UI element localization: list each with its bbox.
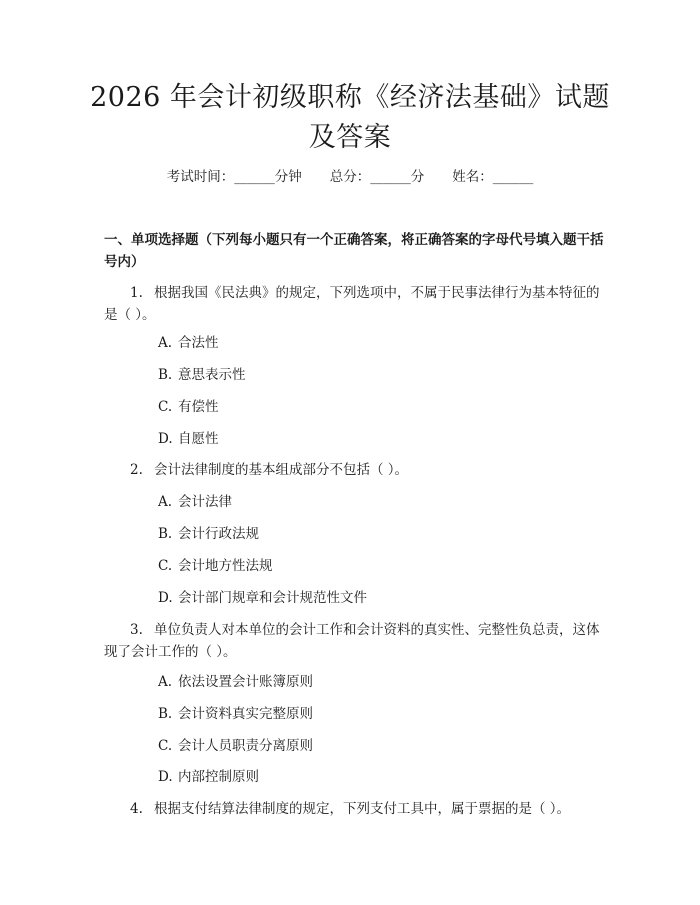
option-letter: B. <box>158 367 173 383</box>
option-letter: B. <box>158 526 173 542</box>
option-letter: C. <box>158 399 173 415</box>
option-letter: A. <box>158 494 173 510</box>
question-1-option-c <box>158 396 598 418</box>
option-letter: D. <box>158 769 173 785</box>
option-text: 有偿性 <box>178 399 219 415</box>
section-heading: 一、单项选择题（下列每小题只有一个正确答案，将正确答案的字母代号填入题干括号内） <box>104 232 604 270</box>
option-text: 会计地方性法规 <box>178 558 273 574</box>
question-2-option-b <box>158 523 598 545</box>
option-text: 会计行政法规 <box>178 526 259 542</box>
student-name-label: 姓名：______ <box>452 169 534 185</box>
question-number: 2. <box>130 462 143 478</box>
question-stem: 会计法律制度的基本组成部分不包括（ ）。 <box>154 462 409 478</box>
question-1-option-a <box>158 332 598 354</box>
option-letter: C. <box>158 558 173 574</box>
exam-time-label: 考试时间：______分钟 <box>166 169 302 185</box>
option-text: 内部控制原则 <box>178 769 259 785</box>
option-letter: A. <box>158 335 173 351</box>
question-number: 4. <box>130 801 143 817</box>
question-2 <box>104 459 604 481</box>
question-stem: 根据支付结算法律制度的规定，下列支付工具中，属于票据的是（ ）。 <box>154 801 571 817</box>
question-3 <box>104 619 604 663</box>
option-text: 依法设置会计账簿原则 <box>178 674 313 690</box>
option-letter: D. <box>158 590 173 606</box>
option-text: 会计法律 <box>178 494 232 510</box>
question-4 <box>104 798 604 820</box>
option-text: 自愿性 <box>178 431 219 447</box>
option-text: 会计人员职责分离原则 <box>178 738 313 754</box>
option-text: 会计部门规章和会计规范性文件 <box>178 590 367 606</box>
option-text: 意思表示性 <box>178 367 246 383</box>
option-letter: D. <box>158 431 173 447</box>
document-title: 2026 年会计初级职称《经济法基础》试题及答案 <box>90 82 610 153</box>
total-score-label: 总分：______分 <box>329 169 425 185</box>
question-2-option-a <box>158 491 598 513</box>
option-letter: A. <box>158 674 173 690</box>
question-stem: 根据我国《民法典》的规定，下列选项中，不属于民事法律行为基本特征的是（ ）。 <box>104 285 600 323</box>
question-2-option-c <box>158 555 598 577</box>
question-3-option-c <box>158 735 598 757</box>
question-number: 1. <box>130 285 143 301</box>
question-3-option-d <box>158 766 598 788</box>
question-1-option-b <box>158 364 598 386</box>
question-3-option-b <box>158 703 598 725</box>
question-stem: 单位负责人对本单位的会计工作和会计资料的真实性、完整性负总责，这体现了会计工作的（ ）。 <box>104 622 600 660</box>
question-2-option-d <box>158 587 598 609</box>
option-letter: B. <box>158 706 173 722</box>
option-text: 会计资料真实完整原则 <box>178 706 313 722</box>
question-3-option-a <box>158 671 598 693</box>
option-letter: C. <box>158 738 173 754</box>
question-1 <box>104 282 604 326</box>
option-text: 合法性 <box>178 335 219 351</box>
question-1-option-d <box>158 428 598 450</box>
exam-meta <box>0 166 700 188</box>
question-number: 3. <box>130 622 143 638</box>
